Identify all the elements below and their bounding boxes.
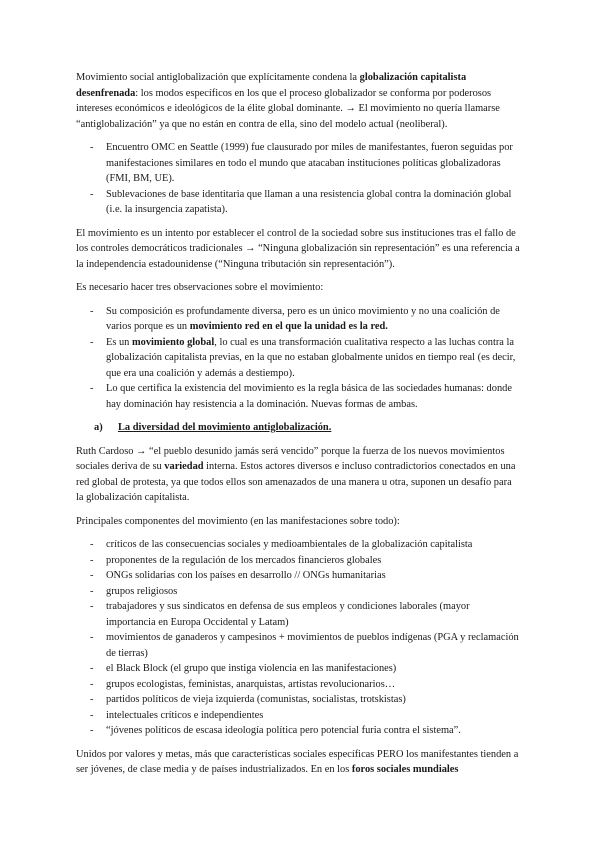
intro-text: Movimiento social antiglobalización que explícitamente condena la (76, 72, 360, 83)
list-item: - trabajadores y sus sindicatos en defensa de sus empleos y condiciones laborales (mayor importancia en Europa Occidental y Latam) (76, 599, 520, 630)
list-item: - Encuentro OMC en Seattle (1999) fue clausurado por miles de manifestantes, fueron seguidas por manifestaciones similares en todo el mundo que atacaban instituciones políticas globalizadoras (FMI, BM, UE). (76, 140, 520, 187)
components-list (76, 537, 520, 739)
list-item: - Sublevaciones de base identitaria que llaman a una resistencia global contra la dominación global (i.e. la insurgencia zapatista). (76, 187, 520, 218)
observations-intro: Es necesario hacer tres observaciones sobre el movimiento: (76, 282, 324, 293)
list-item: - “jóvenes políticos de escasa ideología política pero potencial furia contra el sistema”. (76, 723, 520, 739)
list-item: - críticos de las consecuencias sociales y medioambientales de la globalización capitalista (76, 537, 520, 553)
list-item: - grupos ecologistas, feministas, anarquistas, artistas revolucionarios… (76, 677, 520, 693)
section-heading (94, 420, 520, 436)
list-item: - Lo que certifica la existencia del movimiento es la regla básica de las sociedades humanas: donde hay dominación hay resistencia a la dominación. Nuevas formas de ambas. (76, 381, 520, 412)
list-item-bold: movimiento red en el que la unidad es la red. (189, 321, 388, 332)
intro-paragraph (76, 70, 520, 132)
list-item: - ONGs solidarias con los países en desarrollo // ONGs humanitarias (76, 568, 520, 584)
intro-bold-term: globalización capitalista desenfrenada (76, 72, 467, 99)
list-item: - proponentes de la regulación de los mercados financieros globales (76, 553, 520, 569)
list-item: - grupos religiosos (76, 584, 520, 600)
list-item-text: , lo cual es una transformación cualitativa respecto a las luchas contra la globalización capitalista previas, en la que no estaban globalmente unidos en tiempo real (es decir, que era una coalición y además a destiempo). (106, 336, 516, 379)
list-item: - intelectuales críticos e independientes (76, 708, 520, 724)
events-list (76, 140, 520, 218)
list-item (76, 335, 520, 382)
list-item (76, 304, 520, 335)
section-letter: a) (94, 422, 103, 433)
list-item: - movimientos de ganaderos y campesinos + movimientos de pueblos indígenas (PGA y reclamación de tierras) (76, 630, 520, 661)
list-item-text: Su composición es profundamente diversa, pero es un único movimiento y no una coalición de varios porque es un (106, 305, 500, 332)
control-paragraph: El movimiento es un intento por establecer el control de la sociedad sobre sus instituciones tras el fallo de los controles democráticos tradicionales → “Ninguna globalización sin representación” es una referencia a la independencia estadounidense (“Ninguna tributación sin representación”). (76, 227, 520, 270)
list-item-bold: movimiento global (131, 336, 215, 348)
cardoso-text: Ruth Cardoso → “el pueblo desunido jamás será vencido” porque la fuerza de los nuevos movimientos sociales deriva de su (76, 445, 505, 472)
list-item-text: Es un (106, 336, 132, 348)
cardoso-text-cont: interna. Estos actores diversos e incluso contradictorios conectados en una red global de protesta, ya que todos ellos son amenazados de una manera u otra, suponen un desafío para la globalización capitalista. (76, 461, 516, 503)
components-intro: Principales componentes del movimiento (en las manifestaciones sobre todo): (76, 515, 400, 527)
cardoso-bold-term: variedad (164, 461, 204, 472)
intro-text-cont: : los modos específicos en los que el proceso globalizador se conforma por poderosos intereses económicos e ideológicos de la élite global dominante. → El movimiento no quería llamarse “antiglobalización” ya que no están en contra de ella, sino del modelo actual (neoliberal). (76, 87, 500, 130)
observations-list (76, 304, 520, 413)
closing-bold-term: foros sociales mundiales (351, 764, 459, 775)
section-title: La diversidad del movimiento antiglobalización. (118, 422, 332, 433)
list-item: - el Black Block (el grupo que instiga violencia en las manifestaciones) (76, 661, 520, 677)
closing-text: Unidos por valores y metas, más que características sociales específicas PERO los manifestantes tienden a ser jóvenes, de clase media y de países industrializados. En en los (76, 748, 519, 775)
closing-paragraph (76, 747, 520, 778)
cardoso-paragraph (76, 444, 520, 506)
list-item: - partidos políticos de vieja izquierda (comunistas, socialistas, trotskistas) (76, 692, 520, 708)
